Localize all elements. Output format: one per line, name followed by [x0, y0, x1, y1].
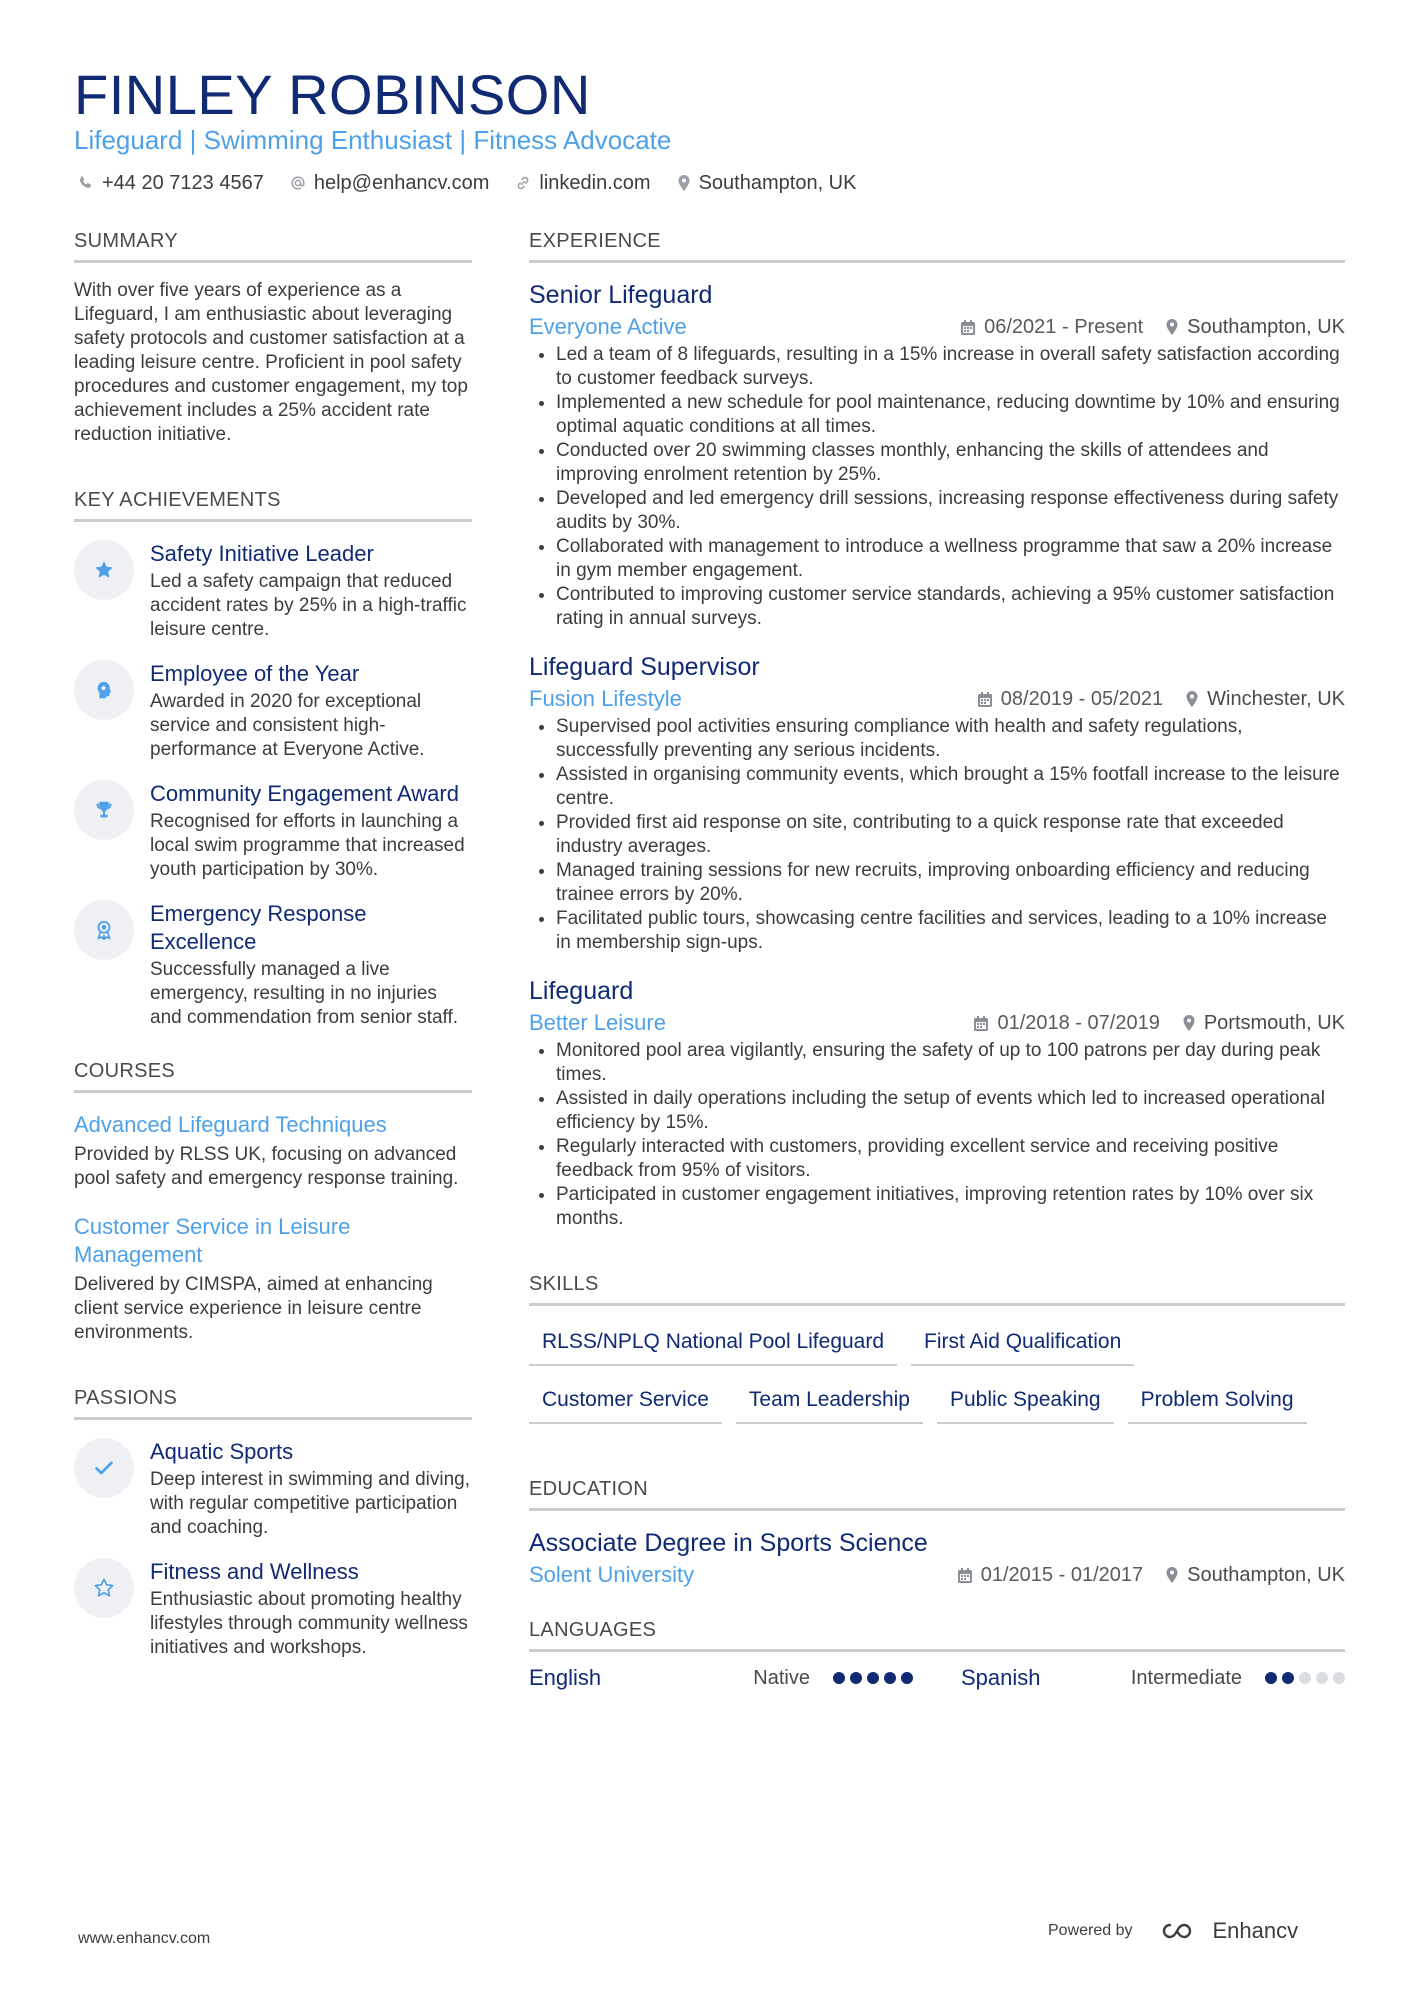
job-bullet: Supervised pool activities ensuring compliance with health and safety regulations, successfully preventing any serious incidents.: [529, 715, 1345, 763]
skill-tag: Problem Solving: [1128, 1380, 1307, 1424]
language-level: Native: [753, 1666, 810, 1689]
job-bullet: Monitored pool area vigilantly, ensuring the safety of up to 100 patrons per day during peak times.: [529, 1039, 1345, 1087]
job-entry: [529, 651, 1345, 955]
course-desc: Provided by RLSS UK, focusing on advanced pool safety and emergency response training.: [74, 1144, 459, 1189]
check-icon: [74, 1438, 134, 1498]
rating-dot-filled: [884, 1672, 896, 1684]
job-company: Better Leisure: [529, 1010, 666, 1035]
location-pin-icon: [1185, 690, 1199, 708]
calendar-icon: [960, 319, 976, 336]
skill-tag: Public Speaking: [937, 1380, 1114, 1424]
left-column: [74, 228, 472, 1678]
achievement-item: [74, 780, 472, 882]
calendar-icon: [977, 691, 993, 708]
enhancv-logo-icon: [1157, 1919, 1203, 1943]
job-bullet: Regularly interacted with customers, providing excellent service and receiving positive feedback from 95% of visitors.: [529, 1135, 1345, 1183]
experience-section: [529, 228, 1345, 1231]
brand-name: Enhancv: [1212, 1918, 1299, 1943]
job-title: Lifeguard Supervisor: [529, 653, 760, 681]
calendar-icon: [973, 1015, 989, 1032]
contact-bar: [78, 170, 882, 196]
location-pin-icon: [1182, 1014, 1196, 1032]
rating-dot-filled: [901, 1672, 913, 1684]
job-bullets: [529, 715, 1345, 955]
job-entry: [529, 975, 1345, 1231]
phone-text: +44 20 7123 4567: [102, 172, 264, 194]
passions-heading: PASSIONS: [74, 1385, 472, 1420]
achievement-title: Safety Initiative Leader: [150, 541, 374, 566]
language-name: English: [529, 1665, 602, 1690]
footer-website[interactable]: www.enhancv.com: [78, 1930, 211, 1947]
achievement-title: Emergency Response Excellence: [150, 901, 367, 954]
calendar-icon: [957, 1567, 973, 1584]
job-bullets: [529, 1039, 1345, 1231]
job-bullet: Provided first aid response on site, contributing to a quick response rate that exceeded industry averages.: [529, 811, 1345, 859]
course-item: [74, 1111, 472, 1191]
link-icon: [515, 175, 531, 191]
achievement-desc: Awarded in 2020 for exceptional service and consistent high-performance at Everyone Active.: [150, 691, 425, 760]
passion-item: [74, 1558, 472, 1660]
course-title: Customer Service in Leisure Management: [74, 1214, 351, 1267]
location-pin-icon: [1165, 318, 1179, 336]
courses-heading: COURSES: [74, 1058, 472, 1093]
star-outline-icon: [74, 1558, 134, 1618]
achievement-item: [74, 660, 472, 762]
job-dates: 01/2018 - 07/2019: [997, 1011, 1160, 1034]
candidate-tagline: Lifeguard | Swimming Enthusiast | Fitness Advocate: [74, 125, 672, 155]
school-name: Solent University: [529, 1562, 695, 1587]
experience-heading: EXPERIENCE: [529, 228, 1345, 263]
education-heading: EDUCATION: [529, 1476, 1345, 1511]
job-bullet: Implemented a new schedule for pool maintenance, reducing downtime by 10% and ensuring optimal aquatic conditions at all times.: [529, 391, 1345, 439]
language-level: Intermediate: [1130, 1666, 1242, 1689]
job-bullet: Participated in customer engagement initiatives, improving retention rates by 10% over six months.: [529, 1183, 1345, 1231]
job-bullets: [529, 343, 1345, 631]
head-icon: [74, 660, 134, 720]
trophy-icon: [74, 780, 134, 840]
star-icon: [74, 540, 134, 600]
achievement-desc: Successfully managed a live emergency, resulting in no injuries and commendation from senior staff.: [150, 959, 459, 1028]
education-section: [529, 1476, 1345, 1589]
passion-desc: Enthusiastic about promoting healthy lifestyles through community wellness initiatives and workshops.: [150, 1589, 468, 1658]
passion-desc: Deep interest in swimming and diving, with regular competitive participation and coaching.: [150, 1469, 470, 1538]
contact-location: [677, 170, 857, 196]
job-bullet: Contributed to improving customer service standards, achieving a 95% customer satisfaction rating in annual surveys.: [529, 583, 1345, 631]
right-column: [529, 228, 1345, 1692]
achievement-desc: Led a safety campaign that reduced accident rates by 25% in a high-traffic leisure centre.: [150, 571, 467, 640]
location-pin-icon: [677, 174, 691, 192]
contact-phone[interactable]: [78, 170, 264, 196]
skill-tag: Team Leadership: [736, 1380, 923, 1424]
job-bullet: Assisted in organising community events, which brought a 15% footfall increase to the leisure centre.: [529, 763, 1345, 811]
job-bullet: Assisted in daily operations including the setup of events which led to increased operational efficiency by 15%.: [529, 1087, 1345, 1135]
passion-title: Fitness and Wellness: [150, 1559, 359, 1584]
skill-tag: First Aid Qualification: [911, 1322, 1134, 1366]
phone-icon: [78, 175, 94, 191]
skill-tag: RLSS/NPLQ National Pool Lifeguard: [529, 1322, 897, 1366]
skill-tag: Customer Service: [529, 1380, 722, 1424]
achievement-item: [74, 540, 472, 642]
candidate-name: FINLEY ROBINSON: [74, 63, 591, 126]
rating-dot-empty: [1299, 1672, 1311, 1684]
summary-text: With over five years of experience as a Lifeguard, I am enthusiastic about leveraging safety protocols and customer satisfaction at a leading leisure centre. Proficient in pool safety procedures and customer engagement, my top achievement includes a 25% accident rate reduction initiative.: [74, 280, 468, 445]
language-rating: [1260, 1672, 1345, 1684]
rating-dot-empty: [1316, 1672, 1328, 1684]
education-location: Southampton, UK: [1187, 1563, 1345, 1586]
language-item: [529, 1664, 913, 1692]
at-icon: [290, 175, 306, 191]
job-bullet: Facilitated public tours, showcasing centre facilities and services, leading to a 10% increase in membership sign-ups.: [529, 907, 1345, 955]
rating-dot-filled: [1282, 1672, 1294, 1684]
job-bullet: Collaborated with management to introduce a wellness programme that saw a 20% increase in gym member engagement.: [529, 535, 1345, 583]
skills-heading: SKILLS: [529, 1271, 1345, 1306]
languages-heading: LANGUAGES: [529, 1617, 1345, 1652]
job-entry: [529, 279, 1345, 631]
achievement-item: [74, 900, 472, 1030]
job-title: Senior Lifeguard: [529, 281, 713, 309]
job-bullet: Led a team of 8 lifeguards, resulting in a 15% increase in overall safety satisfaction according to customer feedback surveys.: [529, 343, 1345, 391]
rating-dot-filled: [833, 1672, 845, 1684]
job-company: Everyone Active: [529, 314, 687, 339]
rating-dot-empty: [1333, 1672, 1345, 1684]
contact-email[interactable]: [290, 170, 490, 196]
language-name: Spanish: [961, 1665, 1041, 1690]
passions-section: [74, 1385, 472, 1660]
job-title: Lifeguard: [529, 977, 634, 1005]
rating-dot-filled: [1265, 1672, 1277, 1684]
achievements-heading: KEY ACHIEVEMENTS: [74, 487, 472, 522]
job-company: Fusion Lifestyle: [529, 686, 682, 711]
location-text: Southampton, UK: [698, 172, 857, 194]
linkedin-text: linkedin.com: [539, 172, 651, 194]
skills-section: [529, 1271, 1345, 1438]
location-pin-icon: [1165, 1566, 1179, 1584]
passion-title: Aquatic Sports: [150, 1439, 294, 1464]
medal-icon: [74, 900, 134, 960]
education-dates: 01/2015 - 01/2017: [980, 1563, 1144, 1586]
language-item: [961, 1664, 1345, 1692]
language-rating: [828, 1672, 913, 1684]
summary-section: [74, 228, 472, 447]
email-text: help@enhancv.com: [313, 172, 490, 194]
languages-section: [529, 1617, 1345, 1692]
passion-item: [74, 1438, 472, 1540]
course-desc: Delivered by CIMSPA, aimed at enhancing client service experience in leisure centre environments.: [74, 1274, 433, 1343]
achievement-title: Employee of the Year: [150, 661, 360, 686]
job-dates: 08/2019 - 05/2021: [1000, 687, 1164, 710]
rating-dot-filled: [867, 1672, 879, 1684]
job-location: Southampton, UK: [1187, 315, 1345, 338]
summary-heading: SUMMARY: [74, 228, 472, 263]
achievement-desc: Recognised for efforts in launching a local swim programme that increased youth participation by 30%.: [150, 811, 465, 880]
job-bullet: Conducted over 20 swimming classes monthly, enhancing the skills of attendees and improving enrolment retention by 25%.: [529, 439, 1345, 487]
job-location: Winchester, UK: [1207, 687, 1345, 710]
degree-title: Associate Degree in Sports Science: [529, 1529, 928, 1557]
powered-by-label: Powered by: [1048, 1922, 1133, 1939]
course-title: Advanced Lifeguard Techniques: [74, 1112, 387, 1137]
job-location: Portsmouth, UK: [1203, 1011, 1345, 1034]
job-dates: 06/2021 - Present: [984, 315, 1144, 338]
course-item: [74, 1213, 472, 1345]
job-bullet: Developed and led emergency drill sessions, increasing response effectiveness during safety audits by 30%.: [529, 487, 1345, 535]
job-bullet: Managed training sessions for new recruits, improving onboarding efficiency and reducing trainee errors by 20%.: [529, 859, 1345, 907]
contact-linkedin[interactable]: [515, 170, 650, 196]
achievements-section: [74, 487, 472, 1030]
brand-logo[interactable]: [1157, 1918, 1299, 1944]
courses-section: [74, 1058, 472, 1345]
rating-dot-filled: [850, 1672, 862, 1684]
achievement-title: Community Engagement Award: [150, 781, 459, 806]
footer-branding: [1048, 1918, 1298, 1944]
